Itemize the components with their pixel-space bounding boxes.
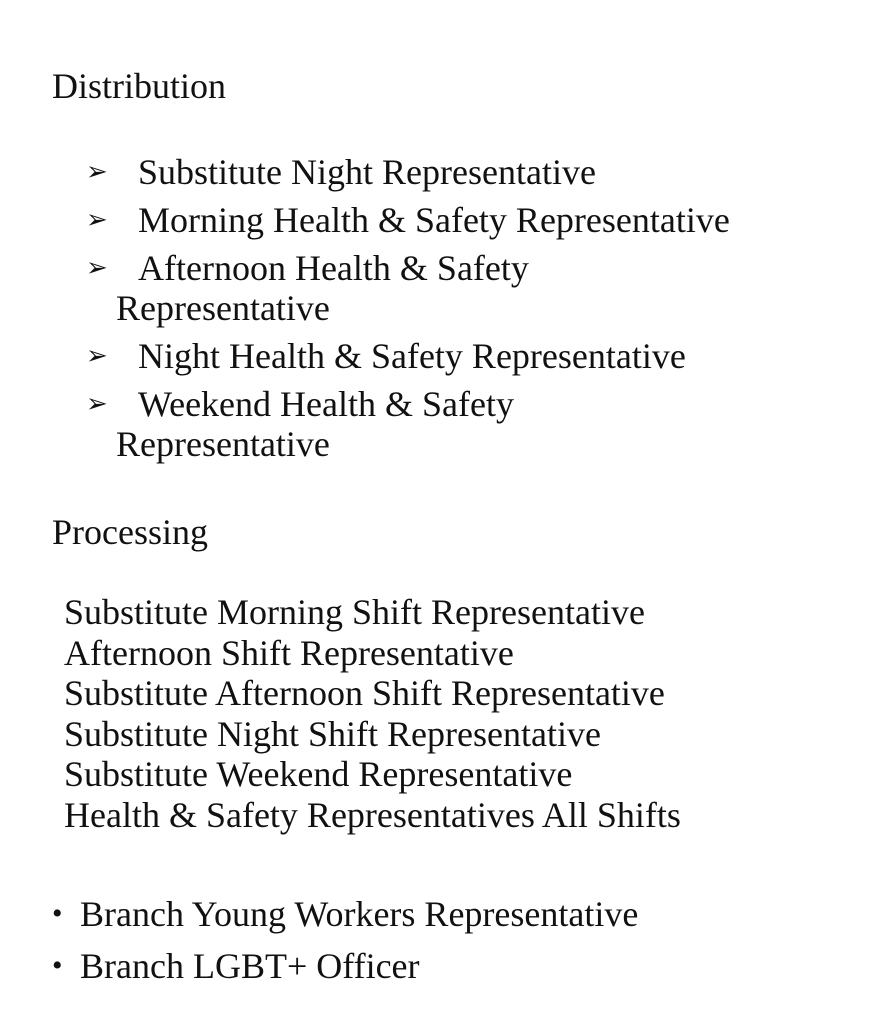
list-item: ➢ Night Health & Safety Representative bbox=[86, 336, 686, 376]
distribution-list bbox=[86, 152, 866, 464]
list-item: ➢ Substitute Night Representative bbox=[86, 152, 596, 192]
processing-list bbox=[64, 592, 681, 835]
distribution-heading: Distribution bbox=[52, 66, 227, 106]
list-item: • Branch Young Workers Representative bbox=[52, 888, 638, 940]
dot-bullet-icon: • bbox=[52, 897, 63, 930]
list-item: ➢ Afternoon Health & Safety Representative bbox=[86, 248, 529, 328]
arrow-bullet-icon: ➢ bbox=[86, 157, 108, 186]
list-item: ➢ Morning Health & Safety Representative bbox=[86, 200, 730, 240]
processing-heading: Processing bbox=[52, 512, 208, 552]
list-item: Substitute Weekend Representative bbox=[64, 754, 573, 794]
list-item: Substitute Afternoon Shift Representative bbox=[64, 673, 665, 713]
arrow-bullet-icon: ➢ bbox=[86, 341, 108, 370]
list-item: • Branch LGBT+ Officer bbox=[52, 940, 638, 992]
list-item: Substitute Morning Shift Representative bbox=[64, 592, 645, 632]
arrow-bullet-icon: ➢ bbox=[86, 253, 108, 282]
list-item: ➢ Weekend Health & Safety Representative bbox=[86, 384, 514, 464]
dot-bullet-icon: • bbox=[52, 949, 63, 982]
arrow-bullet-icon: ➢ bbox=[86, 389, 108, 418]
list-item: Substitute Night Shift Representative bbox=[64, 713, 601, 754]
arrow-bullet-icon: ➢ bbox=[86, 205, 108, 234]
list-item: Afternoon Shift Representative bbox=[64, 632, 514, 673]
bullet-list bbox=[52, 888, 638, 992]
list-item: Health & Safety Representatives All Shifts bbox=[64, 794, 681, 835]
